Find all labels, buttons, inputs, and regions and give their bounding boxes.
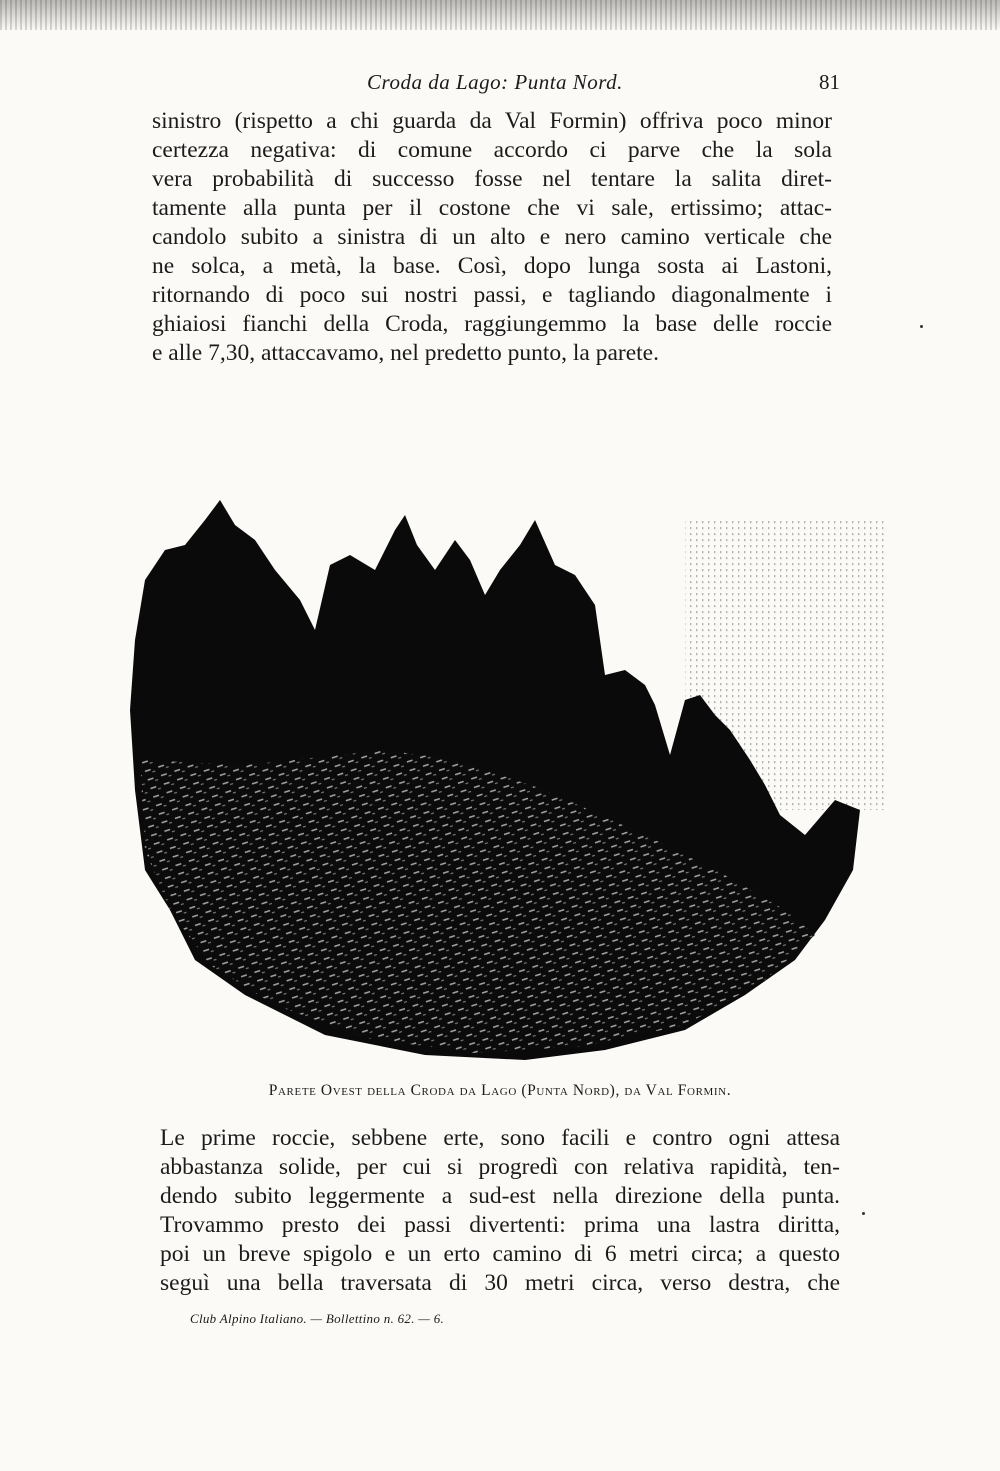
text-line: poi un breve spigolo e un erto camino di 6 metri circa; a questo <box>160 1241 840 1267</box>
text-line: ne solca, a metà, la base. Così, dopo lunga sosta ai Lastoni, <box>152 253 832 279</box>
running-title: Croda da Lago: Punta Nord. <box>367 70 623 94</box>
paragraph-2 <box>160 1124 840 1298</box>
text-line: certezza negativa: di comune accordo ci parve che la sola <box>152 137 832 163</box>
text-line: vera probabilità di successo fosse nel tentare la salita diret- <box>152 166 832 192</box>
scan-speck <box>862 1212 865 1215</box>
page-number: 81 <box>819 70 840 94</box>
text-line: candolo subito a sinistra di un alto e nero camino verticale che <box>152 224 832 250</box>
mountain-illustration <box>125 490 885 1065</box>
text-line: e alle 7,30, attaccavamo, nel predetto punto, la parete. <box>152 340 659 366</box>
text-line: sinistro (rispetto a chi guarda da Val Formin) offriva poco minor <box>152 108 832 134</box>
text-line: seguì una bella traversata di 30 metri circa, verso destra, che <box>160 1270 840 1296</box>
scan-noise-band <box>0 0 1000 30</box>
text-line: tamente alla punta per il costone che vi sale, ertissimo; attac- <box>152 195 832 221</box>
running-head <box>150 70 840 100</box>
text-line: Trovammo presto dei passi divertenti: prima una lastra diritta, <box>160 1212 840 1238</box>
paragraph-1 <box>152 107 832 368</box>
text-line: abbastanza solide, per cui si progredì con relativa rapidità, ten- <box>160 1154 840 1180</box>
text-line: dendo subito leggermente a sud-est nella direzione della punta. <box>160 1183 840 1209</box>
text-line: Le prime roccie, sebbene erte, sono facili e contro ogni attesa <box>160 1125 840 1151</box>
scan-speck <box>920 325 923 328</box>
figure-caption: Parete Ovest della Croda da Lago (Punta Nord), da Val Formin. <box>268 1082 732 1099</box>
text-line: ritornando di poco sui nostri passi, e tagliando diagonalmente i <box>152 282 832 308</box>
footer-note: Club Alpino Italiano. — Bollettino n. 62. — 6. <box>190 1311 445 1326</box>
text-line: ghiaiosi fianchi della Croda, raggiungemmo la base delle roccie <box>152 311 832 337</box>
mountain-illustration-image <box>125 490 885 1065</box>
